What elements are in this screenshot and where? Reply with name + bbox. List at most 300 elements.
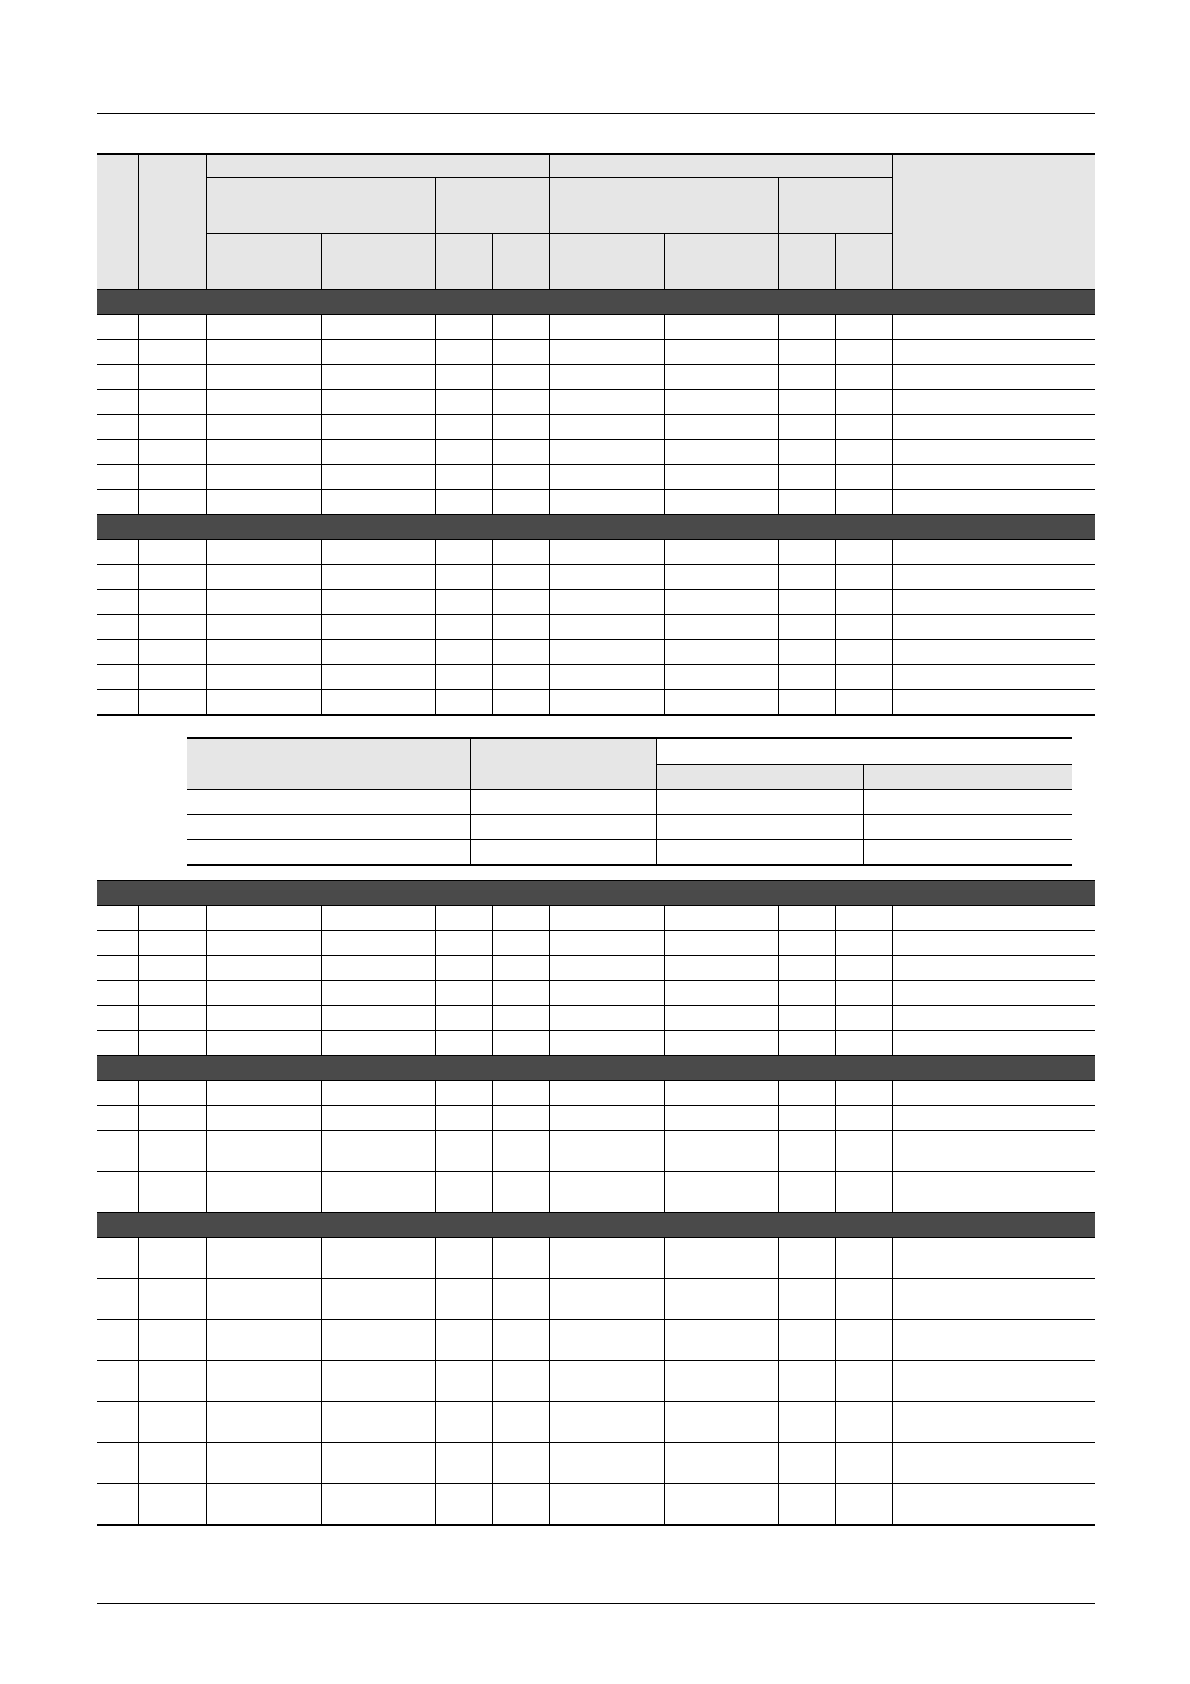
table-cell [892, 665, 1095, 690]
table-cell [892, 1131, 1095, 1172]
table-cell [835, 1031, 892, 1056]
table-cell [321, 390, 435, 415]
table-cell [778, 690, 835, 716]
table-cell [97, 1279, 138, 1320]
table-cell [892, 640, 1095, 665]
table-cell [206, 1172, 321, 1213]
table-cell [492, 415, 549, 440]
table-cell [435, 565, 492, 590]
table-cell [435, 690, 492, 716]
table-cell [321, 1081, 435, 1106]
table-cell [435, 340, 492, 365]
table-cell [492, 340, 549, 365]
table-cell [138, 315, 206, 340]
table-cell [97, 1006, 138, 1031]
table-cell [892, 1279, 1095, 1320]
table-cell [664, 540, 778, 565]
table-cell [664, 1131, 778, 1172]
table-cell [321, 1279, 435, 1320]
table-cell [97, 365, 138, 390]
header-cell-col1 [97, 154, 138, 290]
table-cell [664, 590, 778, 615]
table-cell [778, 931, 835, 956]
table-cell [664, 1361, 778, 1402]
table-cell [435, 365, 492, 390]
table-row [97, 415, 1095, 440]
table-cell [187, 815, 470, 840]
table-cell [549, 615, 664, 640]
table-cell [492, 1081, 549, 1106]
table-cell [778, 390, 835, 415]
table-cell [321, 931, 435, 956]
table-cell [835, 315, 892, 340]
table-cell [206, 1006, 321, 1031]
table-cell [892, 365, 1095, 390]
table-cell [892, 906, 1095, 931]
table-cell [321, 956, 435, 981]
table-cell [206, 540, 321, 565]
table-cell [664, 690, 778, 716]
table-cell [778, 1131, 835, 1172]
table-cell [321, 365, 435, 390]
table-cell [138, 340, 206, 365]
table-row [97, 690, 1095, 716]
table-cell [435, 415, 492, 440]
table-cell [492, 640, 549, 665]
table-cell [97, 340, 138, 365]
table-cell [549, 465, 664, 490]
table-cell [892, 490, 1095, 515]
table-cell [778, 615, 835, 640]
table-cell [97, 1484, 138, 1526]
table-cell [206, 490, 321, 515]
table-cell [892, 1361, 1095, 1402]
table-cell [206, 665, 321, 690]
table-cell [863, 790, 1072, 815]
table-cell [138, 365, 206, 390]
table-cell [138, 1238, 206, 1279]
table-cell [549, 1172, 664, 1213]
table-cell [492, 1279, 549, 1320]
table-cell [321, 415, 435, 440]
table-cell [835, 640, 892, 665]
table-cell [778, 981, 835, 1006]
table-cell [206, 1484, 321, 1526]
table-cell [138, 1031, 206, 1056]
table-cell [549, 1131, 664, 1172]
table-row [97, 1131, 1095, 1172]
table-cell [778, 640, 835, 665]
sub-header-group [656, 738, 1072, 765]
table-cell [206, 640, 321, 665]
table-row [97, 956, 1095, 981]
table-cell [778, 1279, 835, 1320]
table-cell [138, 1361, 206, 1402]
table-cell [778, 956, 835, 981]
table-cell [206, 1361, 321, 1402]
table-cell [835, 1172, 892, 1213]
table-cell [435, 590, 492, 615]
table-cell [206, 981, 321, 1006]
table-cell [138, 1484, 206, 1526]
table-cell [892, 1320, 1095, 1361]
table-cell [549, 1484, 664, 1526]
table-cell [435, 1238, 492, 1279]
table-cell [892, 1006, 1095, 1031]
table-cell [138, 615, 206, 640]
table-cell [492, 1361, 549, 1402]
table-cell [892, 1402, 1095, 1443]
header-leaf [492, 234, 549, 290]
table-cell [549, 956, 664, 981]
table-row [97, 1402, 1095, 1443]
table-cell [492, 390, 549, 415]
table-cell [138, 981, 206, 1006]
table-cell [778, 1006, 835, 1031]
table-cell [549, 390, 664, 415]
table-cell [664, 1031, 778, 1056]
table-cell [321, 1031, 435, 1056]
table-cell [492, 956, 549, 981]
table-cell [206, 1402, 321, 1443]
section-band [97, 1213, 1095, 1238]
table-cell [492, 1031, 549, 1056]
table-cell [835, 906, 892, 931]
table-cell [835, 440, 892, 465]
table-cell [435, 931, 492, 956]
table-cell [435, 440, 492, 465]
table-row [97, 931, 1095, 956]
table-cell [321, 1106, 435, 1131]
table-cell [664, 931, 778, 956]
sub-header-col2 [470, 738, 656, 790]
table-cell [470, 790, 656, 815]
table-cell [549, 1402, 664, 1443]
table-cell [664, 1081, 778, 1106]
table-cell [664, 615, 778, 640]
table-cell [97, 1402, 138, 1443]
table-cell [892, 1081, 1095, 1106]
table-cell [549, 340, 664, 365]
table-cell [492, 315, 549, 340]
table-cell [187, 840, 470, 866]
table-cell [435, 490, 492, 515]
table-row [97, 640, 1095, 665]
table-cell [138, 1106, 206, 1131]
table-cell [321, 665, 435, 690]
table-cell [892, 565, 1095, 590]
table-cell [892, 981, 1095, 1006]
table-cell [664, 315, 778, 340]
table-cell [97, 490, 138, 515]
table-cell [97, 615, 138, 640]
table-row [97, 365, 1095, 390]
table-cell [835, 1320, 892, 1361]
section-band [97, 515, 1095, 540]
table-cell [138, 906, 206, 931]
table-cell [892, 315, 1095, 340]
table-cell [138, 1131, 206, 1172]
header-leaf [435, 234, 492, 290]
header-cell-remarks [892, 154, 1095, 290]
table-cell [97, 1106, 138, 1131]
table-cell [97, 1081, 138, 1106]
table-cell [835, 1361, 892, 1402]
table-cell [664, 390, 778, 415]
table-cell [549, 1279, 664, 1320]
table-cell [435, 1172, 492, 1213]
section-band-cell [97, 290, 1095, 315]
table-cell [321, 1320, 435, 1361]
table-cell [206, 1238, 321, 1279]
table-cell [835, 465, 892, 490]
table-cell [492, 1484, 549, 1526]
table-cell [206, 1131, 321, 1172]
table-cell [778, 315, 835, 340]
table-cell [321, 615, 435, 640]
header-subgroup-a2 [435, 178, 549, 234]
table-row [97, 1106, 1095, 1131]
table-cell [778, 1402, 835, 1443]
footer-rule [97, 1603, 1095, 1604]
table-cell [321, 906, 435, 931]
table-cell [835, 340, 892, 365]
table-cell [206, 1106, 321, 1131]
table-cell [835, 565, 892, 590]
table-cell [435, 390, 492, 415]
table-cell [435, 981, 492, 1006]
table-cell [492, 1320, 549, 1361]
table-cell [435, 1443, 492, 1484]
table-cell [835, 1402, 892, 1443]
table-cell [549, 1081, 664, 1106]
table-cell [835, 1238, 892, 1279]
table-cell [892, 1106, 1095, 1131]
table-row [97, 590, 1095, 615]
table-cell [435, 1006, 492, 1031]
table-cell [892, 415, 1095, 440]
table-cell [778, 590, 835, 615]
table-cell [778, 1361, 835, 1402]
table-cell [435, 1279, 492, 1320]
table-cell [778, 1081, 835, 1106]
table-cell [892, 615, 1095, 640]
table-cell [835, 665, 892, 690]
table-cell [549, 1106, 664, 1131]
table-cell [435, 956, 492, 981]
table-cell [321, 440, 435, 465]
table-cell [549, 315, 664, 340]
table-cell [549, 1361, 664, 1402]
table-row [97, 665, 1095, 690]
table-row [97, 1172, 1095, 1213]
table-cell [138, 690, 206, 716]
table-row [187, 790, 1072, 815]
table-cell [549, 1031, 664, 1056]
table-cell [835, 615, 892, 640]
table-cell [97, 1361, 138, 1402]
table-row [97, 1238, 1095, 1279]
table-cell [97, 1238, 138, 1279]
table-cell [492, 365, 549, 390]
table-cell [321, 590, 435, 615]
table-cell [549, 1238, 664, 1279]
table-cell [435, 1361, 492, 1402]
table-cell [97, 1172, 138, 1213]
table-cell [97, 956, 138, 981]
table-cell [492, 1131, 549, 1172]
table-cell [138, 956, 206, 981]
table-cell [656, 840, 863, 866]
table-cell [549, 1443, 664, 1484]
sub-header-leaf [863, 765, 1072, 790]
table-cell [435, 615, 492, 640]
header-leaf [664, 234, 778, 290]
table-cell [435, 665, 492, 690]
table-cell [549, 1006, 664, 1031]
table-cell [97, 665, 138, 690]
table-cell [835, 981, 892, 1006]
table-row [97, 1081, 1095, 1106]
table-cell [97, 315, 138, 340]
table-cell [492, 1106, 549, 1131]
table-cell [97, 440, 138, 465]
table-cell [492, 465, 549, 490]
table-cell [664, 1172, 778, 1213]
table-cell [321, 490, 435, 515]
table-cell [492, 931, 549, 956]
table-cell [138, 1006, 206, 1031]
table-cell [206, 340, 321, 365]
table-cell [656, 815, 863, 840]
section-band-cell [97, 1213, 1095, 1238]
table-cell [492, 665, 549, 690]
table-cell [892, 540, 1095, 565]
table-cell [435, 1031, 492, 1056]
table-row [97, 906, 1095, 931]
table-cell [863, 840, 1072, 866]
table-cell [97, 590, 138, 615]
table-cell [664, 1443, 778, 1484]
table-cell [206, 390, 321, 415]
table-cell [321, 1361, 435, 1402]
table-cell [778, 340, 835, 365]
section-band-cell [97, 881, 1095, 906]
table-cell [778, 540, 835, 565]
section-band [97, 881, 1095, 906]
table-cell [835, 1279, 892, 1320]
sub-table-body [187, 790, 1072, 866]
header-subgroup-b1 [549, 178, 778, 234]
table-cell [549, 365, 664, 390]
table-cell [492, 1443, 549, 1484]
table-cell [492, 906, 549, 931]
table-cell [664, 906, 778, 931]
table-cell [492, 440, 549, 465]
table-cell [97, 565, 138, 590]
table-cell [778, 565, 835, 590]
table-cell [435, 1081, 492, 1106]
table-row [97, 315, 1095, 340]
table-cell [138, 1320, 206, 1361]
table-cell [97, 690, 138, 716]
table-cell [321, 1172, 435, 1213]
table-cell [664, 490, 778, 515]
table-cell [138, 665, 206, 690]
table-cell [892, 1172, 1095, 1213]
table-cell [892, 465, 1095, 490]
table-cell [435, 315, 492, 340]
table-cell [97, 1131, 138, 1172]
table-cell [321, 1238, 435, 1279]
table-row [97, 440, 1095, 465]
table-row [97, 1279, 1095, 1320]
table-cell [97, 1443, 138, 1484]
table-cell [138, 1402, 206, 1443]
table-cell [206, 415, 321, 440]
table-row [187, 840, 1072, 866]
table-cell [664, 565, 778, 590]
table-cell [470, 840, 656, 866]
table-cell [321, 1006, 435, 1031]
table-cell [97, 415, 138, 440]
table-cell [664, 1006, 778, 1031]
table-cell [138, 440, 206, 465]
table-cell [206, 1031, 321, 1056]
table-cell [97, 931, 138, 956]
table-cell [778, 1320, 835, 1361]
table-cell [656, 790, 863, 815]
table-cell [664, 981, 778, 1006]
table-cell [664, 1106, 778, 1131]
sub-table [187, 737, 1072, 866]
table-cell [892, 440, 1095, 465]
table-cell [835, 1006, 892, 1031]
table-cell [892, 340, 1095, 365]
sub-header-col1 [187, 738, 470, 790]
table-cell [138, 640, 206, 665]
table-cell [206, 565, 321, 590]
table-row [97, 1361, 1095, 1402]
table-cell [835, 931, 892, 956]
table-cell [835, 690, 892, 716]
table-cell [778, 665, 835, 690]
table-cell [435, 640, 492, 665]
table-cell [492, 540, 549, 565]
table-cell [835, 415, 892, 440]
table-cell [138, 490, 206, 515]
table-cell [138, 1081, 206, 1106]
table-row [187, 815, 1072, 840]
table-cell [206, 590, 321, 615]
header-subgroup-b2 [778, 178, 892, 234]
table-cell [835, 490, 892, 515]
table-cell [778, 490, 835, 515]
table-body-lower [97, 881, 1095, 1526]
table-cell [97, 906, 138, 931]
table-row [97, 540, 1095, 565]
header-cell-col2 [138, 154, 206, 290]
table-cell [435, 906, 492, 931]
table-cell [549, 640, 664, 665]
table-cell [835, 1106, 892, 1131]
table-cell [321, 315, 435, 340]
table-cell [206, 615, 321, 640]
table-cell [206, 956, 321, 981]
table-cell [138, 1443, 206, 1484]
table-cell [435, 1320, 492, 1361]
table-cell [138, 465, 206, 490]
